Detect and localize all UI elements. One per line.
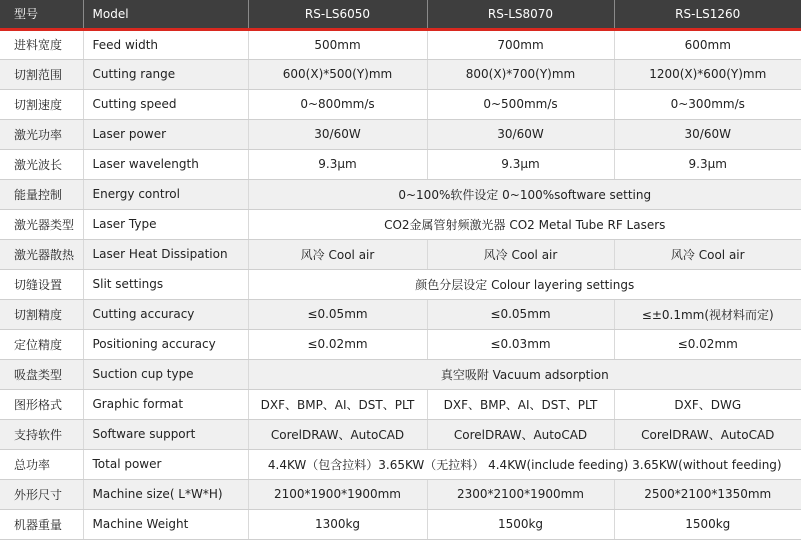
row-value-merged: 0~100%软件设定 0~100%software setting [248,179,801,209]
row-label-en: Machine Weight [83,509,248,539]
row-value: ≤±0.1mm(视材料而定) [614,299,801,329]
row-value: ≤0.02mm [248,329,427,359]
row-label-en: Laser Heat Dissipation [83,239,248,269]
row-value: 1500kg [614,509,801,539]
row-value: 500mm [248,29,427,59]
row-value: 0~800mm/s [248,89,427,119]
row-label-en: Feed width [83,29,248,59]
row-value: 1500kg [427,509,614,539]
row-value: 风冷 Cool air [248,239,427,269]
table-row [0,389,801,419]
row-value: 30/60W [427,119,614,149]
row-value: 风冷 Cool air [427,239,614,269]
row-value: 600mm [614,29,801,59]
row-label-en: Suction cup type [83,359,248,389]
table-body [0,29,801,539]
table-header [0,0,801,29]
row-value-merged: 颜色分层设定 Colour layering settings [248,269,801,299]
row-value: 30/60W [614,119,801,149]
row-label-en: Cutting speed [83,89,248,119]
header-model-en: Model [83,0,248,29]
row-value: 9.3μm [427,149,614,179]
row-label-cn: 吸盘类型 [0,359,83,389]
table-row [0,269,801,299]
row-label-cn: 激光功率 [0,119,83,149]
row-value-merged: 4.4KW（包含拉料）3.65KW（无拉料） 4.4KW(include feeding) 3.65KW(without feeding) [248,449,801,479]
header-model-rs-ls1260: RS-LS1260 [614,0,801,29]
table-row [0,89,801,119]
row-label-cn: 激光器类型 [0,209,83,239]
row-label-cn: 能量控制 [0,179,83,209]
row-value: DXF、BMP、AI、DST、PLT [427,389,614,419]
row-label-en: Machine size( L*W*H) [83,479,248,509]
table-row [0,239,801,269]
row-label-cn: 激光器散热 [0,239,83,269]
row-label-en: Positioning accuracy [83,329,248,359]
row-label-en: Laser wavelength [83,149,248,179]
row-label-en: Laser Type [83,209,248,239]
table-row [0,449,801,479]
row-label-en: Software support [83,419,248,449]
row-label-en: Total power [83,449,248,479]
row-value-merged: 真空吸附 Vacuum adsorption [248,359,801,389]
row-value: ≤0.02mm [614,329,801,359]
row-value: 600(X)*500(Y)mm [248,59,427,89]
row-label-en: Cutting range [83,59,248,89]
row-value: 1300kg [248,509,427,539]
row-label-cn: 进料宽度 [0,29,83,59]
row-label-cn: 定位精度 [0,329,83,359]
table-row [0,179,801,209]
row-value: 风冷 Cool air [614,239,801,269]
table-row [0,419,801,449]
row-value: 1200(X)*600(Y)mm [614,59,801,89]
row-value: CorelDRAW、AutoCAD [614,419,801,449]
row-value: 800(X)*700(Y)mm [427,59,614,89]
row-label-en: Graphic format [83,389,248,419]
row-label-cn: 机器重量 [0,509,83,539]
row-value: CorelDRAW、AutoCAD [427,419,614,449]
row-value: 0~500mm/s [427,89,614,119]
row-value: 2500*2100*1350mm [614,479,801,509]
table-row [0,359,801,389]
row-label-cn: 支持软件 [0,419,83,449]
header-model-cn: 型号 [0,0,83,29]
row-value: ≤0.03mm [427,329,614,359]
row-label-en: Slit settings [83,269,248,299]
row-label-cn: 激光波长 [0,149,83,179]
table-row [0,29,801,59]
row-value: 700mm [427,29,614,59]
row-value: 0~300mm/s [614,89,801,119]
row-value: CorelDRAW、AutoCAD [248,419,427,449]
header-model-rs-ls8070: RS-LS8070 [427,0,614,29]
row-value: ≤0.05mm [427,299,614,329]
header-model-rs-ls6050: RS-LS6050 [248,0,427,29]
table-row [0,59,801,89]
row-value: 9.3μm [614,149,801,179]
row-value: ≤0.05mm [248,299,427,329]
row-label-cn: 图形格式 [0,389,83,419]
table-row [0,299,801,329]
table-row [0,119,801,149]
table-row [0,209,801,239]
row-value: DXF、BMP、AI、DST、PLT [248,389,427,419]
row-value: 2100*1900*1900mm [248,479,427,509]
row-label-cn: 切割精度 [0,299,83,329]
row-label-en: Laser power [83,119,248,149]
table-row [0,329,801,359]
row-value: 9.3μm [248,149,427,179]
row-label-cn: 总功率 [0,449,83,479]
row-value: 2300*2100*1900mm [427,479,614,509]
table-row [0,149,801,179]
row-value: 30/60W [248,119,427,149]
row-value-merged: CO2金属管射频激光器 CO2 Metal Tube RF Lasers [248,209,801,239]
row-label-cn: 切割速度 [0,89,83,119]
row-label-cn: 切缝设置 [0,269,83,299]
row-label-en: Energy control [83,179,248,209]
row-label-cn: 外形尺寸 [0,479,83,509]
table-row [0,509,801,539]
row-value: DXF、DWG [614,389,801,419]
table-row [0,479,801,509]
header-row [0,0,801,29]
row-label-cn: 切割范围 [0,59,83,89]
row-label-en: Cutting accuracy [83,299,248,329]
